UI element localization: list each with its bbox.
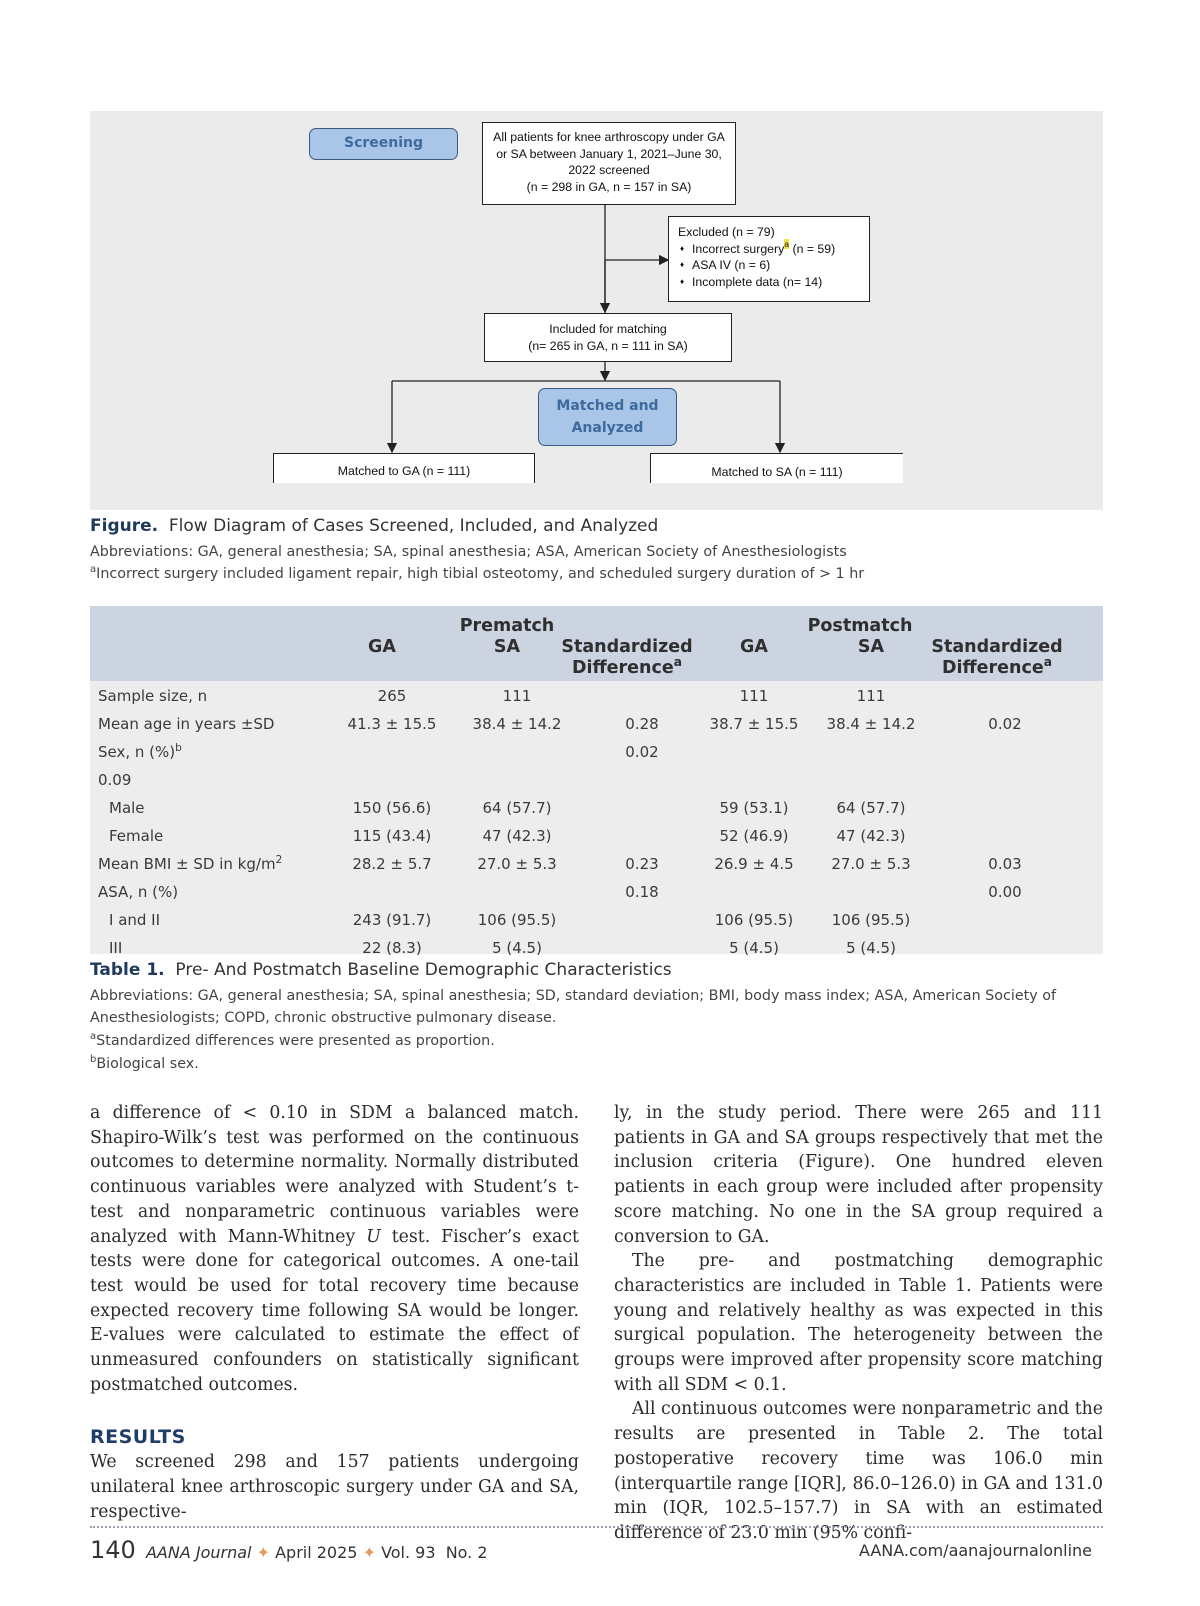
screening-label: Screening	[309, 128, 458, 160]
table-cell: 64 (57.7)	[482, 799, 552, 817]
table-cell: 38.7 ± 15.5	[709, 715, 799, 733]
volume: Vol. 93 No. 2	[381, 1543, 488, 1562]
table-cell: 111	[856, 687, 886, 705]
separator-icon: ✦	[256, 1543, 270, 1562]
table-cell: 26.9 ± 4.5	[714, 855, 794, 873]
row-label: Sample size, n	[98, 687, 208, 705]
row-label: Female	[109, 827, 164, 845]
table-cell: 64 (57.7)	[836, 799, 906, 817]
matched-analyzed-label: Matched and Analyzed	[538, 388, 677, 446]
body-column-right	[614, 1101, 1103, 1546]
included-line: (n= 265 in GA, n = 111 in SA)	[528, 338, 688, 353]
table-cell: 38.4 ± 14.2	[472, 715, 562, 733]
table-cell: 115 (43.4)	[352, 827, 432, 845]
excluded-box	[668, 216, 870, 302]
table-cell: 0.23	[625, 855, 659, 873]
results-heading: RESULTS	[90, 1426, 186, 1449]
table-cell: 38.4 ± 14.2	[826, 715, 916, 733]
issue-date: April 2025	[275, 1543, 358, 1562]
table-cell: 41.3 ± 15.5	[347, 715, 437, 733]
figure-title: Flow Diagram of Cases Screened, Included, and Analyzed	[168, 516, 659, 536]
table-cell: 59 (53.1)	[719, 799, 789, 817]
footer-rule	[90, 1526, 1103, 1528]
figure-label: Figure.	[90, 516, 159, 536]
matched-sa-box: Matched to SA (n = 111)	[650, 453, 903, 483]
results-paragraph-2: The pre- and postmatching demographic characteristics are included in Table 1. Patients were young and relatively healthy as was expected in this surgical population. The heterogeneity between the groups were improved after propensity score matching with all SDM < 0.1.	[614, 1251, 1103, 1395]
table-cell: 5 (4.5)	[492, 939, 542, 957]
figure-caption-title	[90, 516, 658, 536]
matched-ga-box: Matched to GA (n = 111)	[273, 453, 535, 483]
screened-line: or SA between January 1, 2021–June 30,	[496, 146, 722, 161]
table-title: Pre- And Postmatch Baseline Demographic Characteristics	[175, 960, 672, 980]
table-cell: 0.28	[625, 715, 659, 733]
screened-line: (n = 298 in GA, n = 157 in SA)	[526, 179, 692, 194]
excluded-item: ♦ Incorrect surgery$^a$ (n = 59)	[678, 241, 869, 258]
table-cell: 106 (95.5)	[714, 911, 794, 929]
table-cell: 0.02	[625, 743, 659, 761]
footnote-mark-highlighted: a	[784, 239, 790, 250]
table-cell: 111	[739, 687, 769, 705]
row-label: Male	[109, 799, 145, 817]
table-note-a: $^a$Standardized differences were presented as proportion.	[90, 1031, 495, 1049]
table-caption-title	[90, 960, 672, 980]
table-cell: 47 (42.3)	[836, 827, 906, 845]
header-post-sd: Standardized Difference$^a$	[931, 637, 1063, 678]
table-cell: 47 (42.3)	[482, 827, 552, 845]
table-cell: 243 (91.7)	[352, 911, 432, 929]
table-cell: 52 (46.9)	[719, 827, 789, 845]
table-cell: 0.02	[988, 715, 1022, 733]
page-number: 140	[90, 1536, 136, 1564]
header-pre-sd: Standardized Difference$^a$	[561, 637, 693, 678]
table-note-b: $^b$Biological sex.	[90, 1054, 199, 1072]
results-paragraph: We screened 298 and 157 patients undergoing unilateral knee arthroscopic surgery under GA and SA, respective-	[90, 1452, 579, 1522]
figure-abbreviations: Abbreviations: GA, general anesthesia; SA, spinal anesthesia; ASA, American Society of Anesthesiologists	[90, 544, 847, 560]
table-cell: 150 (56.6)	[352, 799, 432, 817]
separator-icon: ✦	[362, 1543, 376, 1562]
journal-name: AANA Journal	[145, 1543, 252, 1562]
demographics-table	[90, 606, 1103, 957]
row-label: ASA, n (%)	[98, 883, 179, 901]
row-label: Sex, n (%)$^b$	[98, 742, 182, 761]
table-cell: 111	[502, 687, 532, 705]
results-paragraph-1: ly, in the study period. There were 265 and 111 patients in GA and SA groups respectively that met the inclusion criteria (Figure). One hundred eleven patients in each group were included after propensity score matching. No one in the SA group required a conversion to GA.	[614, 1103, 1103, 1247]
table-label: Table 1.	[90, 960, 165, 980]
header-pre-ga: GA	[368, 637, 396, 657]
table-cell: 22 (8.3)	[362, 939, 422, 957]
screened-line: All patients for knee arthroscopy under GA	[493, 130, 725, 144]
table-cell: 5 (4.5)	[846, 939, 896, 957]
row-label: Mean age in years ±SD	[98, 715, 275, 733]
excluded-item: ♦ Incomplete data (n= 14)	[678, 274, 869, 291]
results-paragraph-3: All continuous outcomes were nonparametric and the results are presented in Table 2. The total postoperative recovery time was 106.0 min (interquartile range [IQR], 86.0–126.0) in GA and 131.0 min (IQR, 102.5–157.7) in SA with an estimated difference of 23.0 min (95% confi-	[614, 1399, 1103, 1543]
header-pre-sa: SA	[493, 637, 521, 657]
header-post-ga: GA	[740, 637, 768, 657]
table-cell: 27.0 ± 5.3	[477, 855, 557, 873]
footer-citation	[90, 1536, 488, 1564]
header-prematch: Prematch	[459, 616, 555, 636]
body-column-left	[90, 1101, 579, 1524]
included-line: Included for matching	[549, 322, 667, 336]
row-label: Mean BMI ± SD in $kg/m^2$	[98, 854, 283, 873]
table-cell: 27.0 ± 5.3	[831, 855, 911, 873]
journal-website: AANA.com/aanajournalonline	[858, 1541, 1092, 1560]
table-abbreviations: Abbreviations: GA, general anesthesia; SA, spinal anesthesia; SD, standard deviation; BMI, body mass index; ASA, American Society of Anesthesiologists; COPD, chronic obstructive pulmonary disease.	[90, 988, 1057, 1026]
table-header	[90, 606, 1103, 681]
table-cell: 106 (95.5)	[477, 911, 557, 929]
row-label: I and II	[109, 911, 161, 929]
excluded-item: ♦ ASA IV (n = 6)	[678, 257, 869, 274]
excluded-list	[678, 241, 869, 291]
flow-diagram	[90, 111, 1103, 510]
row-label: III	[109, 939, 123, 957]
table-cell: 0.00	[988, 883, 1022, 901]
header-post-sa: SA	[857, 637, 885, 657]
table-cell: 0.03	[988, 855, 1022, 873]
excluded-title: Excluded (n = 79)	[678, 225, 775, 239]
row-label: 0.09	[98, 771, 132, 789]
table-cell: 106 (95.5)	[831, 911, 911, 929]
header-postmatch: Postmatch	[807, 616, 913, 636]
screened-line: 2022 screened	[568, 163, 650, 177]
table-cell: 265	[377, 687, 407, 705]
screened-box	[482, 122, 736, 205]
included-box	[484, 313, 732, 362]
figure-footnote: $^a$Incorrect surgery included ligament repair, high tibial osteotomy, and scheduled surgery duration of > 1 hr	[90, 564, 865, 582]
table-cell: 5 (4.5)	[729, 939, 779, 957]
table-cell: 0.18	[625, 883, 659, 901]
methods-paragraph: a difference of < 0.10 in SDM a balanced match. Shapiro-Wilk’s test was performed on the continuous outcomes to determine normality. Normally distributed continuous variables were analyzed with Student’s t-test and nonparametric continuous variables were analyzed with Mann-Whitney U test. Fischer’s exact tests were done for categorical outcomes. A one-tail test would be used for total recovery time because expected recovery time following SA would be longer. E-values were calculated to estimate the effect of unmeasured confounders on statistically significant postmatched outcomes.	[90, 1103, 579, 1395]
table-cell: 28.2 ± 5.7	[352, 855, 432, 873]
